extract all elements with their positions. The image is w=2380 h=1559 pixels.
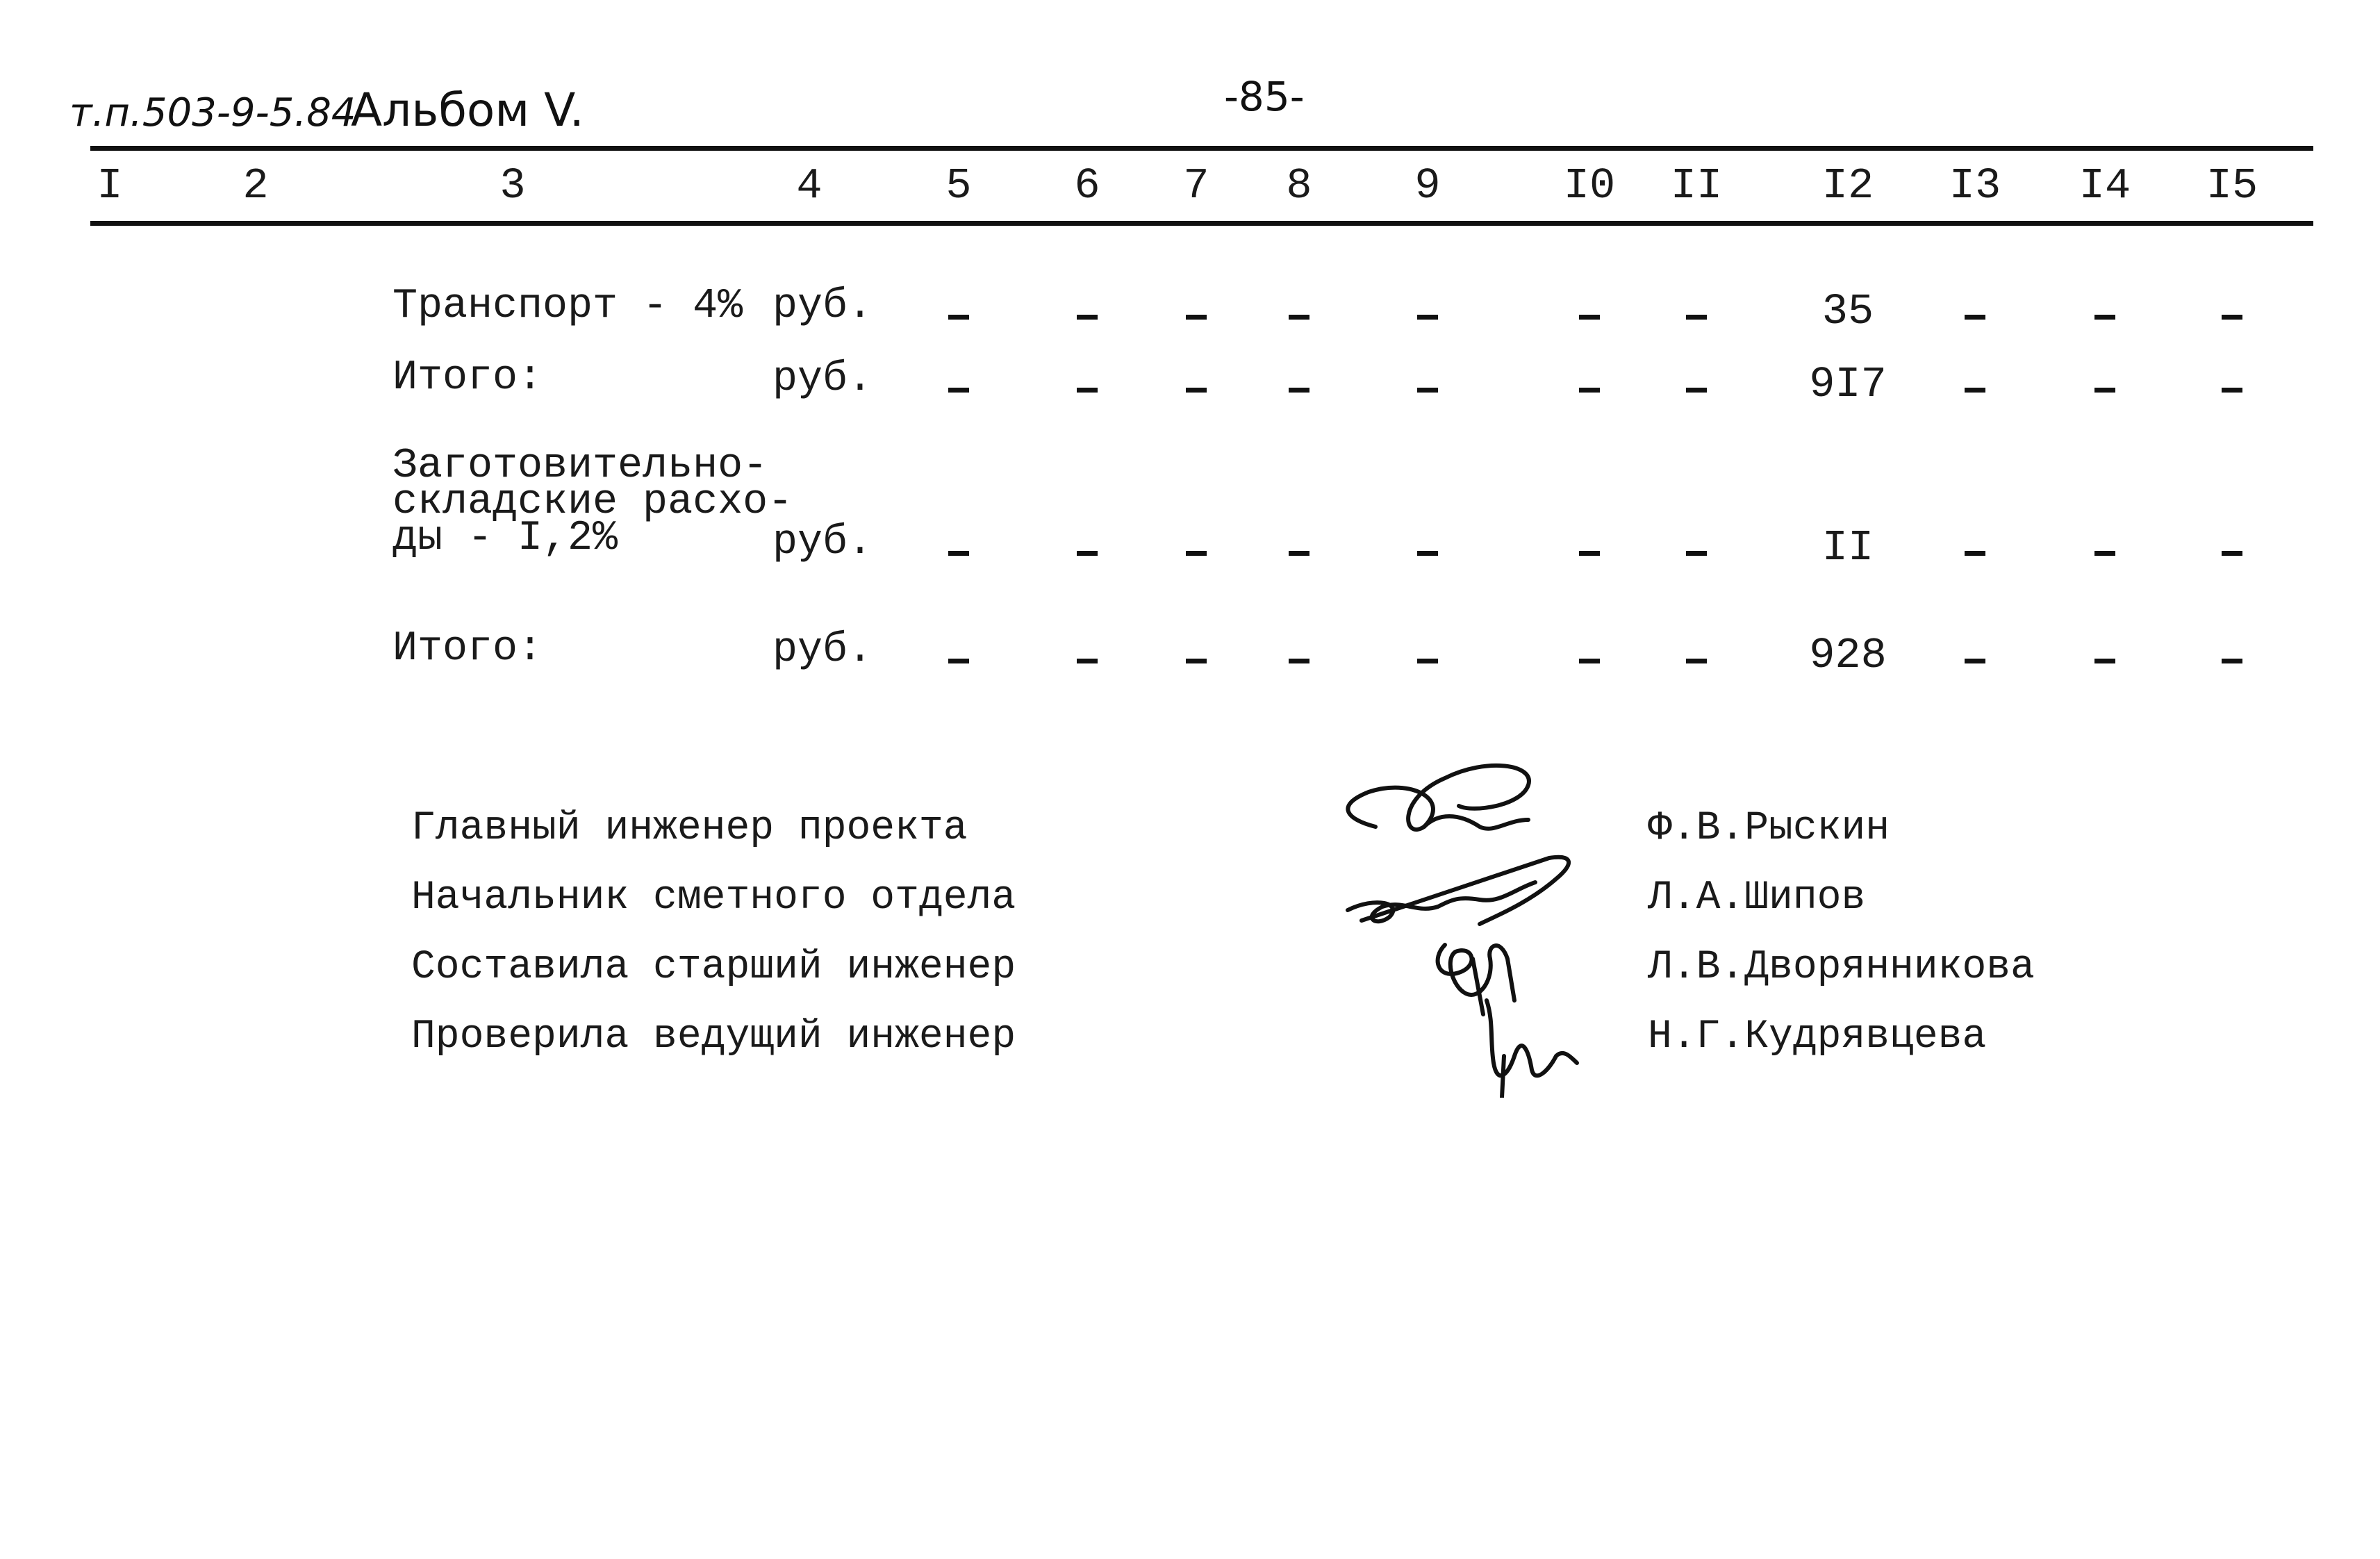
table-header-rule: [90, 221, 2313, 226]
empty-cell-dash: [948, 659, 969, 663]
empty-cell-dash: [1579, 659, 1600, 663]
signer-name: Л.А.Шипов: [1648, 875, 1866, 921]
column-header: I2: [1821, 161, 1874, 211]
document-code: т.п.503-9-5.84: [69, 90, 356, 135]
empty-cell-dash: [1077, 659, 1098, 663]
value-cell: II: [1821, 523, 1874, 572]
column-header: 7: [1183, 161, 1209, 211]
signer-name: Л.В.Дворянникова: [1648, 945, 2035, 990]
empty-cell-dash: [2222, 659, 2242, 663]
empty-cell-dash: [1965, 315, 1985, 320]
signer-position: Составила старший инженер: [411, 945, 1016, 990]
empty-cell-dash: [1579, 315, 1600, 320]
column-header: 3: [499, 161, 526, 211]
empty-cell-dash: [948, 388, 969, 393]
empty-cell-dash: [1289, 659, 1309, 663]
empty-cell-dash: [948, 551, 969, 556]
handwritten-signatures: [1320, 750, 1653, 1098]
row-label: Итого:: [392, 354, 543, 402]
empty-cell-dash: [1186, 659, 1207, 663]
empty-cell-dash: [1965, 388, 1985, 393]
empty-cell-dash: [1077, 315, 1098, 320]
empty-cell-dash: [1579, 388, 1600, 393]
empty-cell-dash: [1289, 551, 1309, 556]
empty-cell-dash: [1579, 551, 1600, 556]
empty-cell-dash: [1965, 659, 1985, 663]
column-header: I: [97, 161, 123, 211]
column-header: I5: [2206, 161, 2258, 211]
row-unit: руб.: [772, 519, 873, 566]
row-label: Итого:: [392, 625, 543, 673]
column-header: 4: [796, 161, 823, 211]
empty-cell-dash: [1686, 388, 1707, 393]
column-header: I0: [1563, 161, 1616, 211]
empty-cell-dash: [1417, 551, 1438, 556]
column-header: I4: [2079, 161, 2131, 211]
column-header: 2: [242, 161, 269, 211]
row-label: Заготовительно- складские расхо- ды - I,2%: [392, 443, 793, 562]
empty-cell-dash: [1186, 388, 1207, 393]
column-header: 9: [1414, 161, 1441, 211]
column-header: 6: [1074, 161, 1100, 211]
row-label: Транспорт - 4%: [392, 283, 743, 330]
empty-cell-dash: [1077, 388, 1098, 393]
value-cell: 928: [1809, 631, 1887, 680]
empty-cell-dash: [1077, 551, 1098, 556]
empty-cell-dash: [1417, 388, 1438, 393]
column-header: I3: [1949, 161, 2001, 211]
empty-cell-dash: [1289, 315, 1309, 320]
row-unit: руб.: [772, 356, 873, 403]
empty-cell-dash: [2222, 388, 2242, 393]
value-cell: 35: [1821, 287, 1874, 336]
empty-cell-dash: [2094, 388, 2115, 393]
empty-cell-dash: [1186, 315, 1207, 320]
empty-cell-dash: [1186, 551, 1207, 556]
empty-cell-dash: [2094, 551, 2115, 556]
empty-cell-dash: [1965, 551, 1985, 556]
empty-cell-dash: [1686, 315, 1707, 320]
empty-cell-dash: [1417, 659, 1438, 663]
empty-cell-dash: [1417, 315, 1438, 320]
empty-cell-dash: [948, 315, 969, 320]
signer-name: Ф.В.Рыскин: [1648, 806, 1890, 851]
signer-position: Начальник сметного отдела: [411, 875, 1016, 921]
row-unit: руб.: [772, 283, 873, 330]
row-unit: руб.: [772, 627, 873, 674]
table-top-rule: [90, 146, 2313, 151]
value-cell: 9I7: [1809, 360, 1887, 409]
signer-position: Главный инженер проекта: [411, 806, 968, 851]
page-number: -85-: [1224, 73, 1305, 120]
empty-cell-dash: [1686, 551, 1707, 556]
signer-name: Н.Г.Кудрявцева: [1648, 1014, 1987, 1059]
empty-cell-dash: [2094, 659, 2115, 663]
signer-position: Проверила ведущий инженер: [411, 1014, 1016, 1059]
empty-cell-dash: [1289, 388, 1309, 393]
column-header: II: [1670, 161, 1723, 211]
empty-cell-dash: [2222, 315, 2242, 320]
column-header: 8: [1286, 161, 1312, 211]
empty-cell-dash: [1686, 659, 1707, 663]
column-header: 5: [945, 161, 972, 211]
empty-cell-dash: [2094, 315, 2115, 320]
empty-cell-dash: [2222, 551, 2242, 556]
album-label: Альбом V.: [351, 83, 584, 137]
